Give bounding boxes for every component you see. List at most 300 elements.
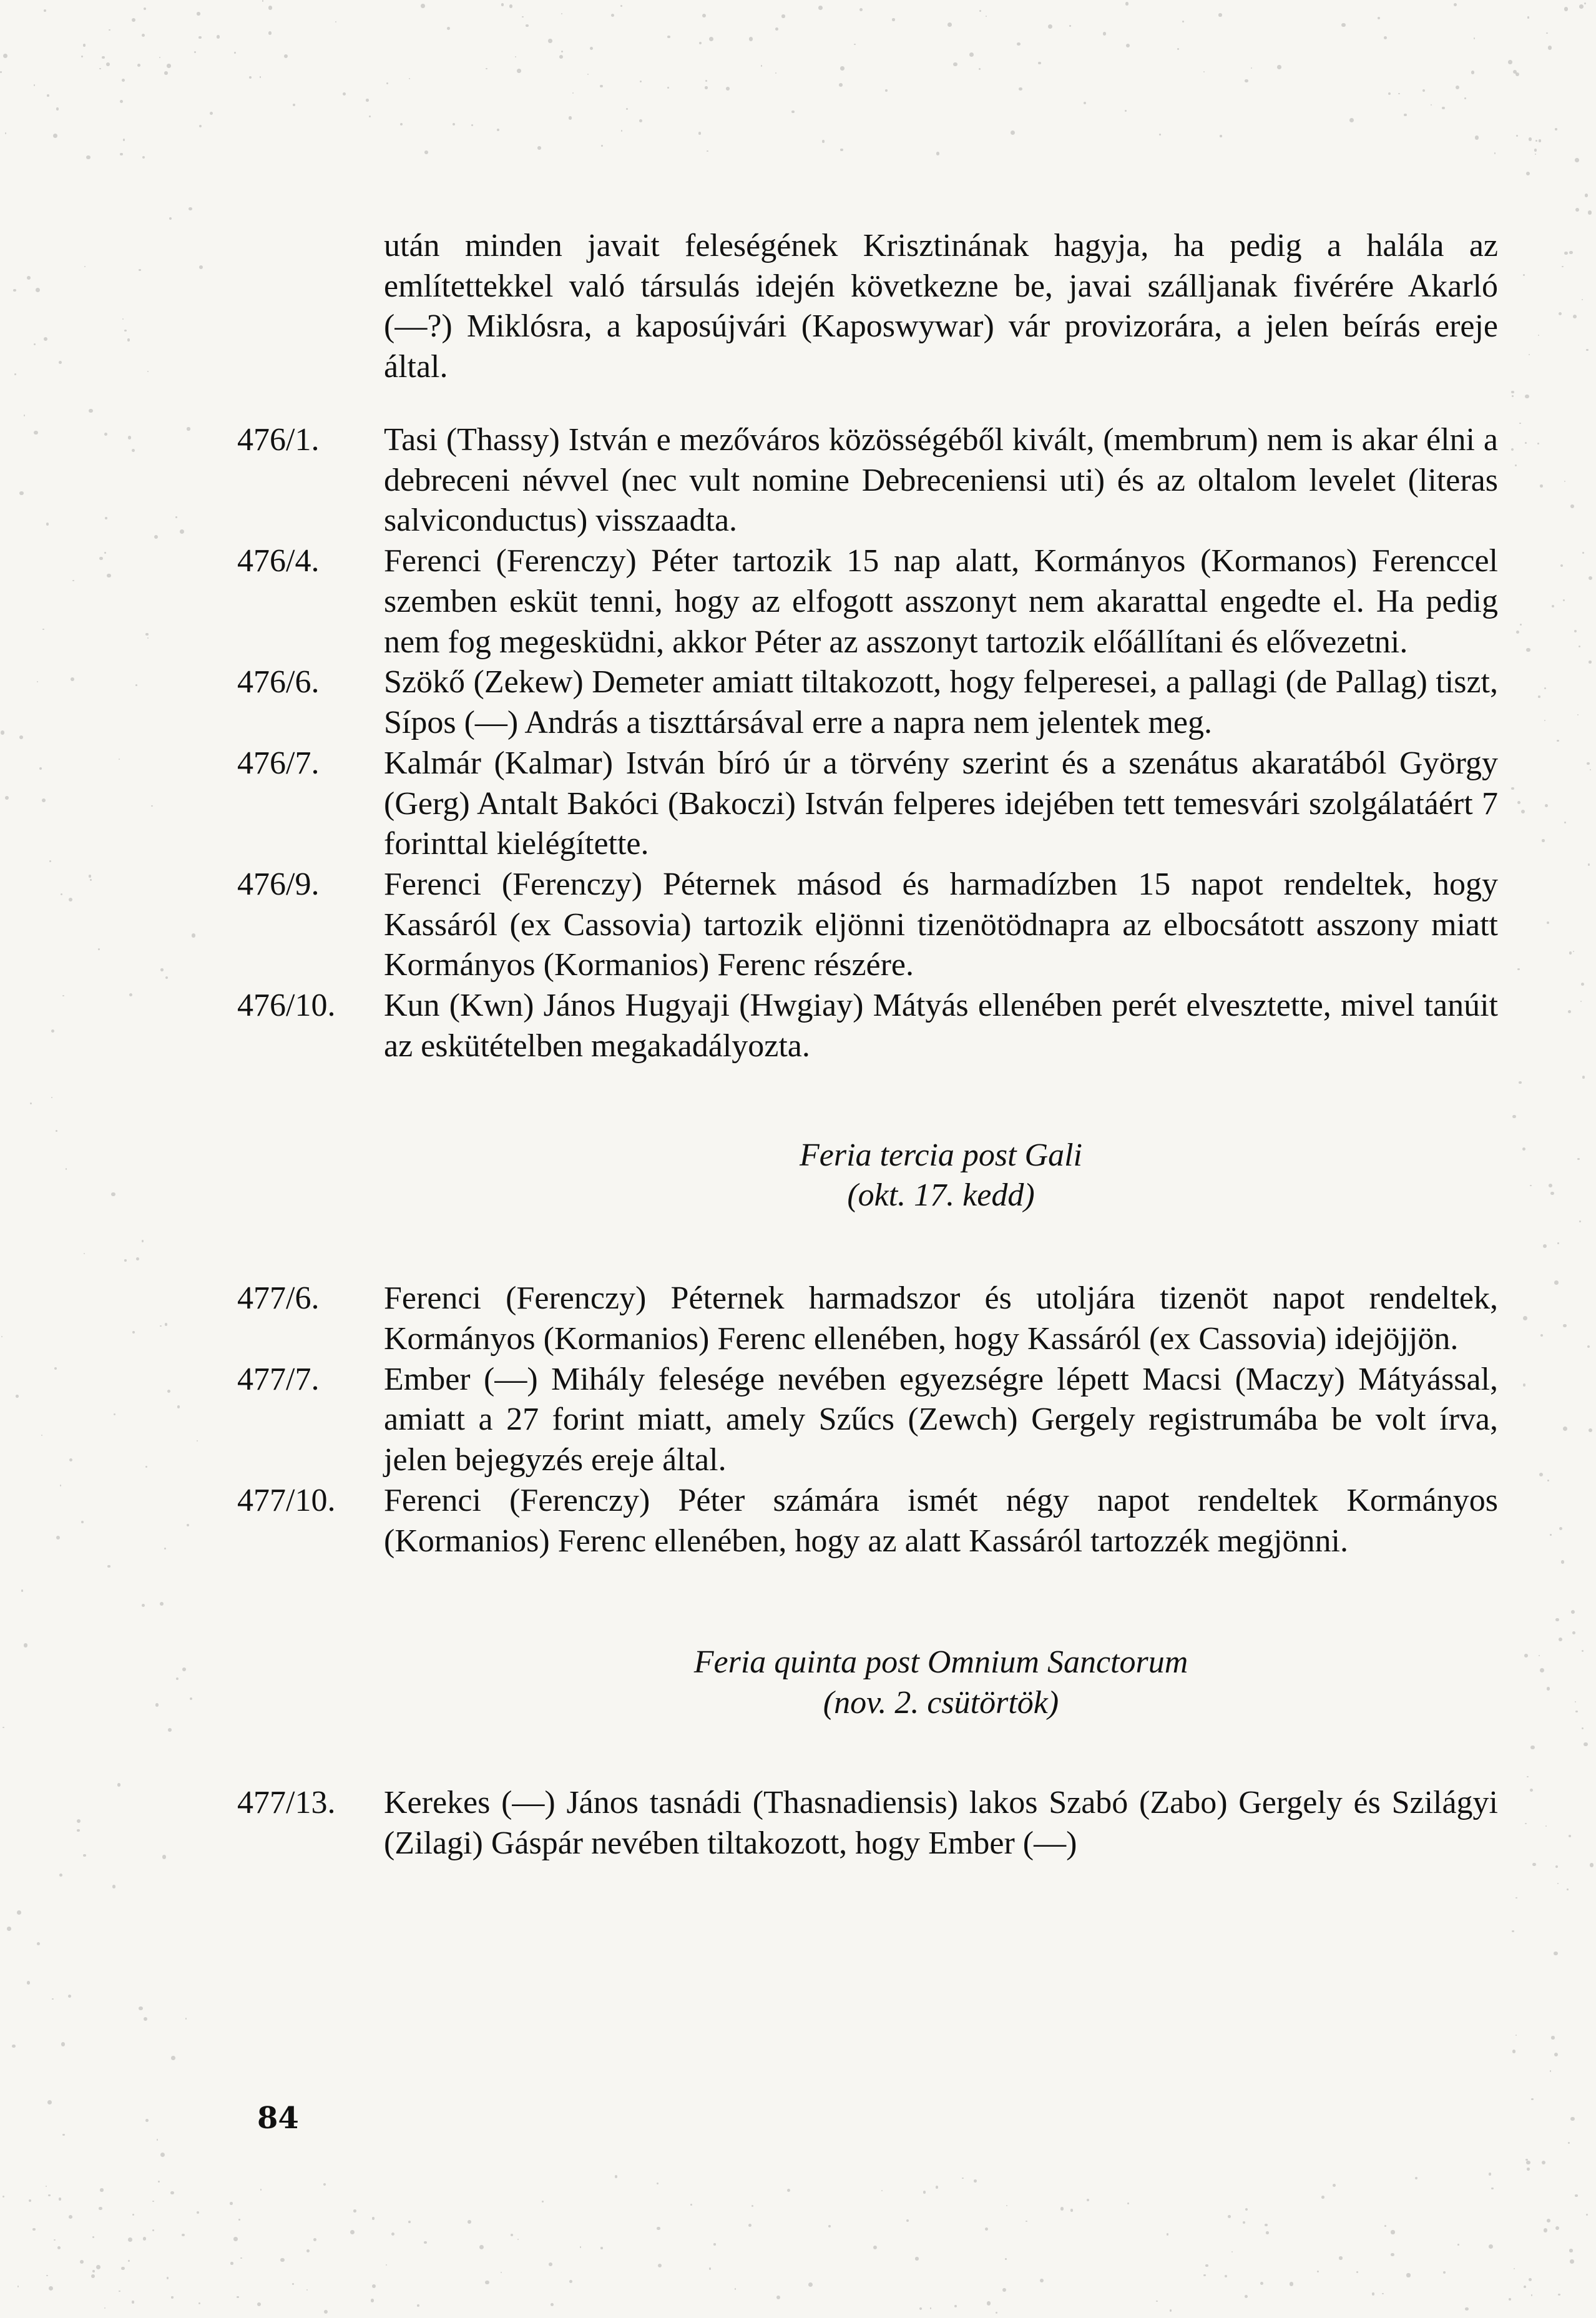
paper-speckle bbox=[509, 4, 513, 8]
paper-speckle bbox=[1564, 822, 1566, 823]
paper-speckle bbox=[249, 76, 252, 79]
paper-speckle bbox=[748, 2224, 751, 2227]
paper-speckle bbox=[1442, 107, 1444, 109]
paper-speckle bbox=[1529, 137, 1532, 140]
paper-speckle bbox=[71, 677, 74, 681]
paper-speckle bbox=[306, 2289, 308, 2291]
paper-speckle bbox=[1512, 1930, 1514, 1932]
paper-speckle bbox=[56, 107, 59, 110]
paper-speckle bbox=[1391, 2253, 1394, 2257]
paper-speckle bbox=[1388, 92, 1391, 95]
paper-speckle bbox=[421, 4, 424, 7]
paper-speckle bbox=[1560, 564, 1564, 567]
paper-speckle bbox=[1539, 1473, 1543, 1476]
paper-speckle bbox=[1568, 2142, 1570, 2144]
paper-speckle bbox=[210, 112, 213, 115]
paper-speckle bbox=[292, 2283, 294, 2285]
paper-speckle bbox=[100, 2188, 104, 2192]
paper-speckle bbox=[791, 110, 794, 113]
paper-speckle bbox=[1177, 48, 1179, 50]
paper-speckle bbox=[1563, 1324, 1567, 1328]
paper-speckle bbox=[171, 2056, 175, 2060]
paper-speckle bbox=[104, 433, 107, 436]
paper-speckle bbox=[1582, 1727, 1584, 1730]
paper-speckle bbox=[372, 2284, 376, 2289]
paper-speckle bbox=[1590, 1863, 1594, 1867]
paper-speckle bbox=[152, 2229, 154, 2231]
paper-speckle bbox=[1574, 630, 1577, 632]
paper-speckle bbox=[601, 145, 603, 147]
paper-speckle bbox=[39, 767, 42, 770]
paper-speckle bbox=[66, 1168, 67, 1170]
entry-number: 476/4. bbox=[237, 543, 320, 579]
paper-speckle bbox=[313, 2238, 316, 2241]
paper-speckle bbox=[453, 123, 455, 125]
paper-speckle bbox=[0, 71, 2, 73]
entry-476-4 bbox=[237, 541, 1498, 662]
paper-speckle bbox=[517, 69, 521, 73]
paper-speckle bbox=[707, 150, 708, 152]
paper-speckle bbox=[112, 1885, 116, 1888]
paper-speckle bbox=[53, 134, 57, 138]
paper-speckle bbox=[1572, 1631, 1575, 1634]
paper-speckle bbox=[83, 1854, 86, 1857]
paper-speckle bbox=[1456, 86, 1459, 89]
paper-speckle bbox=[1509, 2298, 1511, 2301]
paper-speckle bbox=[169, 217, 172, 220]
paper-speckle bbox=[726, 87, 730, 91]
continuation-paragraph: után minden javait feleségének Krisztinának hagyja, ha pedig a halála az említettekkel való társulás idején következne be, javai szálljanak fivérére Akarló (—?) Miklósra, a kaposújvári (Kaposwywar) vár provizorára, a jelen beírás ereje által. bbox=[384, 228, 1498, 385]
paper-speckle bbox=[1321, 2196, 1324, 2199]
paper-speckle bbox=[1590, 769, 1591, 770]
paper-speckle bbox=[1245, 79, 1248, 83]
paper-speckle bbox=[127, 338, 130, 341]
paper-speckle bbox=[776, 2296, 780, 2299]
paper-speckle bbox=[1538, 335, 1539, 336]
paper-speckle bbox=[99, 68, 100, 69]
paper-speckle bbox=[42, 629, 44, 630]
paper-speckle bbox=[1525, 442, 1527, 444]
paper-speckle bbox=[99, 2207, 102, 2211]
paper-speckle bbox=[1087, 2199, 1089, 2201]
paper-speckle bbox=[12, 2045, 15, 2048]
entry-476-7 bbox=[237, 744, 1498, 865]
paper-speckle bbox=[542, 2201, 543, 2202]
entry-text: Kerekes (—) János tasnádi (Thasnadiensis) lakos Szabó (Zabo) Gergely és Szilágyi (Zilagi) Gáspár nevében tiltakozott, hogy Ember (—) bbox=[384, 1784, 1498, 1861]
entry-number: 477/10. bbox=[237, 1482, 336, 1518]
paper-speckle bbox=[61, 893, 62, 895]
paper-speckle bbox=[124, 330, 126, 331]
paper-speckle bbox=[1527, 2168, 1530, 2171]
paper-speckle bbox=[1038, 62, 1041, 65]
paper-speckle bbox=[1569, 251, 1572, 254]
paper-speckle bbox=[139, 269, 140, 271]
paper-speckle bbox=[1548, 46, 1552, 50]
paper-speckle bbox=[1070, 2209, 1073, 2211]
paper-speckle bbox=[561, 13, 562, 14]
entry-text: Tasi (Thassy) István e mezőváros közösségéből kivált, (membrum) nem is akar élni a debreceni névvel (nec vult nomine Debreceniensi uti) és az oltalom levelet (literas salviconductus) visszaadta. bbox=[384, 421, 1498, 539]
paper-speckle bbox=[34, 84, 35, 86]
paper-speckle bbox=[885, 89, 888, 92]
paper-speckle bbox=[1554, 2053, 1558, 2056]
paper-speckle bbox=[142, 1604, 145, 1607]
paper-speckle bbox=[1398, 93, 1399, 94]
paper-speckle bbox=[42, 798, 46, 802]
paper-speckle bbox=[698, 132, 701, 134]
paper-speckle bbox=[1431, 104, 1432, 106]
paper-speckle bbox=[143, 2237, 146, 2240]
paper-speckle bbox=[690, 2204, 692, 2206]
paper-speckle bbox=[1508, 60, 1512, 64]
paper-speckle bbox=[59, 2198, 61, 2200]
paper-speckle bbox=[1526, 2161, 1530, 2165]
paper-speckle bbox=[175, 516, 177, 518]
paper-speckle bbox=[639, 119, 642, 122]
paper-speckle bbox=[1547, 921, 1549, 924]
paper-speckle bbox=[99, 557, 103, 561]
paper-speckle bbox=[1127, 2203, 1129, 2204]
paper-speckle bbox=[335, 21, 336, 22]
paper-speckle bbox=[147, 637, 149, 639]
paper-speckle bbox=[102, 56, 104, 59]
paper-speckle bbox=[486, 68, 487, 69]
paper-speckle bbox=[59, 1874, 62, 1877]
paper-speckle bbox=[1530, 1746, 1535, 1750]
entry-476-1 bbox=[237, 420, 1498, 541]
paper-speckle bbox=[187, 427, 190, 430]
paper-speckle bbox=[44, 337, 47, 341]
paper-speckle bbox=[41, 1435, 42, 1436]
paper-speckle bbox=[197, 12, 200, 16]
paper-speckle bbox=[1531, 2098, 1533, 2100]
paper-speckle bbox=[1586, 2214, 1588, 2216]
paper-speckle bbox=[2, 1727, 4, 1729]
paper-speckle bbox=[185, 2018, 187, 2020]
paper-speckle bbox=[1588, 210, 1592, 215]
paper-speckle bbox=[517, 2239, 519, 2240]
paper-speckle bbox=[17, 2286, 19, 2287]
paper-speckle bbox=[57, 2246, 61, 2249]
paper-speckle bbox=[1546, 32, 1548, 34]
paper-speckle bbox=[19, 735, 23, 739]
paper-speckle bbox=[69, 1458, 72, 1461]
paper-speckle bbox=[1494, 152, 1496, 154]
paper-speckle bbox=[1245, 2295, 1248, 2298]
paper-speckle bbox=[1317, 2271, 1319, 2272]
paper-speckle bbox=[1515, 72, 1519, 76]
paper-speckle bbox=[81, 56, 83, 57]
paper-speckle bbox=[114, 1413, 115, 1415]
paper-speckle bbox=[128, 2260, 129, 2261]
paper-speckle bbox=[1203, 2274, 1205, 2276]
paper-speckle bbox=[60, 1485, 62, 1486]
paper-speckle bbox=[1570, 2117, 1575, 2121]
paper-speckle bbox=[808, 2282, 813, 2287]
paper-speckle bbox=[1587, 1345, 1590, 1348]
paper-speckle bbox=[1535, 154, 1537, 155]
entry-477-7 bbox=[237, 1360, 1498, 1481]
paper-speckle bbox=[1406, 2273, 1410, 2277]
paper-speckle bbox=[62, 2134, 64, 2136]
paper-speckle bbox=[128, 2237, 132, 2242]
paper-speckle bbox=[1511, 391, 1514, 393]
paper-speckle bbox=[240, 2257, 242, 2259]
paper-speckle bbox=[160, 1325, 162, 1327]
paper-speckle bbox=[1422, 89, 1425, 92]
paper-speckle bbox=[198, 36, 202, 39]
paper-speckle bbox=[1526, 172, 1530, 175]
paper-speckle bbox=[749, 37, 753, 41]
paper-speckle bbox=[120, 100, 123, 103]
paper-speckle bbox=[713, 2243, 715, 2245]
paper-speckle bbox=[1555, 2226, 1559, 2230]
paper-speckle bbox=[1589, 661, 1592, 664]
paper-speckle bbox=[1527, 16, 1529, 18]
paper-speckle bbox=[165, 976, 168, 979]
entry-text: Kalmár (Kalmar) István bíró úr a törvény szerint és a szenátus akaratából György (Gerg) Antalt Bakóci (Bakoczi) István felperes idejében tett temesvári szolgálatáért 7 forinttal kielégítette. bbox=[384, 745, 1498, 862]
paper-speckle bbox=[515, 56, 516, 57]
paper-speckle bbox=[1489, 2173, 1492, 2176]
entry-number: 476/1. bbox=[237, 421, 320, 458]
paper-speckle bbox=[1475, 135, 1479, 140]
paper-speckle bbox=[1516, 631, 1519, 634]
paper-speckle bbox=[1019, 87, 1022, 91]
paper-speckle bbox=[1588, 863, 1590, 866]
paper-speckle bbox=[24, 415, 26, 416]
paper-speckle bbox=[854, 44, 855, 45]
paper-speckle bbox=[1203, 71, 1205, 72]
paper-speckle bbox=[160, 1602, 164, 1606]
paper-speckle bbox=[1552, 605, 1554, 607]
paper-speckle bbox=[122, 79, 125, 82]
paper-speckle bbox=[1542, 2161, 1546, 2165]
paper-speckle bbox=[84, 266, 86, 267]
paper-speckle bbox=[160, 968, 164, 971]
paper-speckle bbox=[667, 87, 669, 89]
paper-speckle bbox=[447, 27, 450, 30]
entry-477-10 bbox=[237, 1481, 1498, 1561]
paper-speckle bbox=[89, 875, 91, 877]
paper-speckle bbox=[1515, 1897, 1517, 1899]
paper-speckle bbox=[132, 18, 135, 22]
paper-speckle bbox=[1277, 65, 1281, 69]
paper-speckle bbox=[1517, 801, 1520, 804]
paper-speckle bbox=[14, 373, 16, 375]
paper-speckle bbox=[230, 2202, 233, 2205]
paper-speckle bbox=[1, 1336, 2, 1337]
paper-speckle bbox=[190, 1697, 192, 1700]
paper-speckle bbox=[1577, 1158, 1580, 1161]
paper-speckle bbox=[1060, 2207, 1064, 2211]
paper-speckle bbox=[615, 2175, 617, 2178]
entry-text: Ferenci (Ferenczy) Péternek harmadszor és utoljára tizenöt napot rendeltek, Kormányos (Kormanios) Ferenc ellenében, hogy Kassáról (ex Cassovia) idejöjjön. bbox=[384, 1280, 1498, 1357]
paper-speckle bbox=[1557, 1883, 1559, 1884]
paper-speckle bbox=[1586, 349, 1588, 351]
paper-speckle bbox=[590, 47, 593, 50]
entry-text: Szökő (Zekew) Demeter amiatt tiltakozott, hogy felperesei, a pallagi (de Pallag) tiszt, Sípos (—) András a tiszttársával erre a napra nem jelentek meg. bbox=[384, 664, 1498, 741]
paper-speckle bbox=[1529, 2278, 1532, 2281]
paper-speckle bbox=[1290, 2282, 1294, 2286]
paper-speckle bbox=[158, 2181, 160, 2183]
paper-speckle bbox=[29, 2199, 31, 2202]
paper-speckle bbox=[144, 7, 146, 10]
paper-speckle bbox=[1443, 2271, 1446, 2274]
paper-speckle bbox=[1544, 687, 1546, 689]
paper-speckle bbox=[217, 35, 220, 38]
paper-speckle bbox=[1040, 2279, 1044, 2283]
paper-speckle bbox=[1550, 1534, 1552, 1536]
paper-speckle bbox=[1511, 448, 1514, 451]
paper-speckle bbox=[1549, 1184, 1552, 1187]
paper-speckle bbox=[400, 123, 403, 125]
paper-speckle bbox=[1575, 208, 1579, 212]
paper-speckle bbox=[69, 898, 72, 901]
paper-speckle bbox=[1579, 1220, 1581, 1222]
paper-speckle bbox=[17, 1910, 21, 1915]
paper-speckle bbox=[37, 681, 38, 682]
paper-speckle bbox=[61, 2042, 66, 2046]
paper-speckle bbox=[369, 115, 371, 118]
paper-speckle bbox=[197, 1440, 198, 1441]
paper-speckle bbox=[1517, 968, 1520, 971]
paper-speckle bbox=[1069, 25, 1071, 27]
paper-speckle bbox=[1251, 67, 1252, 69]
paper-speckle bbox=[1525, 395, 1529, 398]
paper-speckle bbox=[1525, 1823, 1527, 1825]
paper-speckle bbox=[77, 1819, 81, 1823]
paper-speckle bbox=[1530, 1185, 1532, 1187]
paper-speckle bbox=[1577, 714, 1579, 715]
paper-speckle bbox=[151, 805, 153, 807]
paper-speckle bbox=[1454, 3, 1457, 6]
paper-speckle bbox=[522, 16, 524, 18]
paper-speckle bbox=[96, 2265, 100, 2269]
paper-speckle bbox=[1415, 2177, 1417, 2179]
paper-speckle bbox=[626, 108, 628, 110]
paper-speckle bbox=[137, 64, 140, 67]
paper-speckle bbox=[257, 2302, 261, 2306]
paper-speckle bbox=[1006, 2205, 1007, 2206]
paper-speckle bbox=[1550, 2070, 1552, 2072]
paper-speckle bbox=[164, 1548, 166, 1549]
paper-speckle bbox=[840, 149, 843, 152]
paper-speckle bbox=[1017, 42, 1021, 46]
paper-speckle bbox=[386, 2264, 387, 2266]
paper-speckle bbox=[919, 2307, 922, 2310]
paper-speckle bbox=[36, 288, 40, 292]
paper-speckle bbox=[1519, 423, 1520, 424]
paper-speckle bbox=[1559, 1638, 1562, 1641]
paper-speckle bbox=[371, 2299, 375, 2302]
paper-speckle bbox=[709, 37, 713, 41]
paper-speckle bbox=[1540, 1334, 1543, 1337]
paper-speckle bbox=[1545, 804, 1548, 807]
paper-speckle bbox=[551, 2303, 554, 2307]
paper-speckle bbox=[80, 2260, 84, 2264]
paper-speckle bbox=[1125, 110, 1127, 112]
paper-speckle bbox=[188, 207, 192, 210]
paper-speckle bbox=[293, 104, 295, 106]
paper-speckle bbox=[233, 2237, 238, 2241]
date-heading-latin: Feria quinta post Omnium Sanctorum bbox=[693, 1644, 1188, 1681]
paper-speckle bbox=[142, 34, 145, 37]
paper-speckle bbox=[1512, 395, 1514, 397]
paper-speckle bbox=[144, 2017, 147, 2021]
paper-speckle bbox=[19, 491, 24, 496]
paper-speckle bbox=[49, 860, 51, 862]
paper-speckle bbox=[1543, 1244, 1547, 1248]
paper-speckle bbox=[197, 2211, 199, 2214]
paper-speckle bbox=[34, 343, 36, 345]
paper-speckle bbox=[182, 2234, 185, 2237]
paper-speckle bbox=[699, 42, 702, 44]
paper-speckle bbox=[83, 44, 86, 46]
paper-speckle bbox=[611, 14, 614, 17]
paper-speckle bbox=[46, 2275, 47, 2276]
paper-speckle bbox=[1103, 32, 1107, 36]
paper-speckle bbox=[1378, 17, 1380, 19]
paper-speckle bbox=[497, 129, 499, 131]
paper-speckle bbox=[915, 2257, 918, 2260]
paper-speckle bbox=[1534, 149, 1537, 151]
paper-speckle bbox=[1571, 1610, 1575, 1614]
paper-speckle bbox=[1524, 2286, 1526, 2288]
entry-text: Ferenci (Ferenczy) Péternek másod és harmadízben 15 napot rendeltek, hogy Kassáról (ex Cassovia) tartozik eljönni tizenötödnapra az elbocsátott asszony miatt Kormányos (Kormanios) Ferenc részére. bbox=[384, 867, 1498, 983]
paper-speckle bbox=[1471, 71, 1475, 74]
paper-speckle bbox=[1220, 135, 1221, 137]
entry-text: Ferenci (Ferenczy) Péter tartozik 15 nap alatt, Kormányos (Kormanos) Ferenccel szemben esküt tenni, hogy az elfogott asszonyt nem akarattal engedte el. Ha pedig nem fog megesküdni, akkor Péter az asszonyt tartozik előállítani és elővezetni. bbox=[384, 543, 1498, 660]
paper-speckle bbox=[366, 99, 368, 101]
paper-speckle bbox=[90, 879, 91, 880]
paper-speckle bbox=[68, 1995, 71, 1998]
paper-speckle bbox=[121, 2267, 124, 2270]
paper-speckle bbox=[873, 2246, 877, 2249]
paper-speckle bbox=[1582, 1076, 1585, 1079]
paper-speckle bbox=[1159, 134, 1161, 135]
paper-speckle bbox=[16, 1395, 19, 1398]
paper-speckle bbox=[1564, 481, 1565, 482]
entry-text: Ferenci (Ferenczy) Péter számára ismét négy napot rendeltek Kormányos (Kormanios) Ferenc ellenében, hogy az alatt Kassáról tartozzék megjönni. bbox=[384, 1482, 1498, 1559]
paper-speckle bbox=[280, 2258, 285, 2262]
entry-text: Kun (Kwn) János Hugyaji (Hwgiay) Mátyás ellenében perét elvesztette, mivel tanúit az eskütételben megakadályozta. bbox=[384, 988, 1498, 1064]
paper-speckle bbox=[147, 371, 149, 372]
paper-speckle bbox=[145, 1466, 147, 1468]
paper-speckle bbox=[1579, 646, 1580, 647]
paper-speckle bbox=[761, 65, 763, 67]
paper-speckle bbox=[1512, 1115, 1515, 1118]
paper-speckle bbox=[3, 54, 7, 58]
paper-speckle bbox=[27, 1981, 30, 1984]
paper-speckle bbox=[953, 62, 957, 67]
paper-speckle bbox=[30, 1103, 32, 1104]
paper-speckle bbox=[1529, 354, 1530, 355]
paper-speckle bbox=[72, 580, 74, 582]
paper-speckle bbox=[324, 2310, 328, 2314]
paper-speckle bbox=[51, 1029, 54, 1033]
paper-speckle bbox=[132, 1331, 135, 1333]
paper-speckle bbox=[409, 78, 410, 79]
paper-speckle bbox=[822, 140, 825, 142]
paper-speckle bbox=[1575, 1701, 1576, 1702]
paper-speckle bbox=[1539, 1655, 1540, 1657]
paper-speckle bbox=[1584, 1742, 1587, 1746]
paper-speckle bbox=[262, 0, 264, 2]
paper-speckle bbox=[1562, 266, 1563, 267]
paper-speckle bbox=[1524, 1654, 1528, 1657]
paper-speckle bbox=[56, 1130, 57, 1132]
paper-speckle bbox=[1564, 7, 1569, 11]
paper-speckle bbox=[1245, 2208, 1248, 2211]
